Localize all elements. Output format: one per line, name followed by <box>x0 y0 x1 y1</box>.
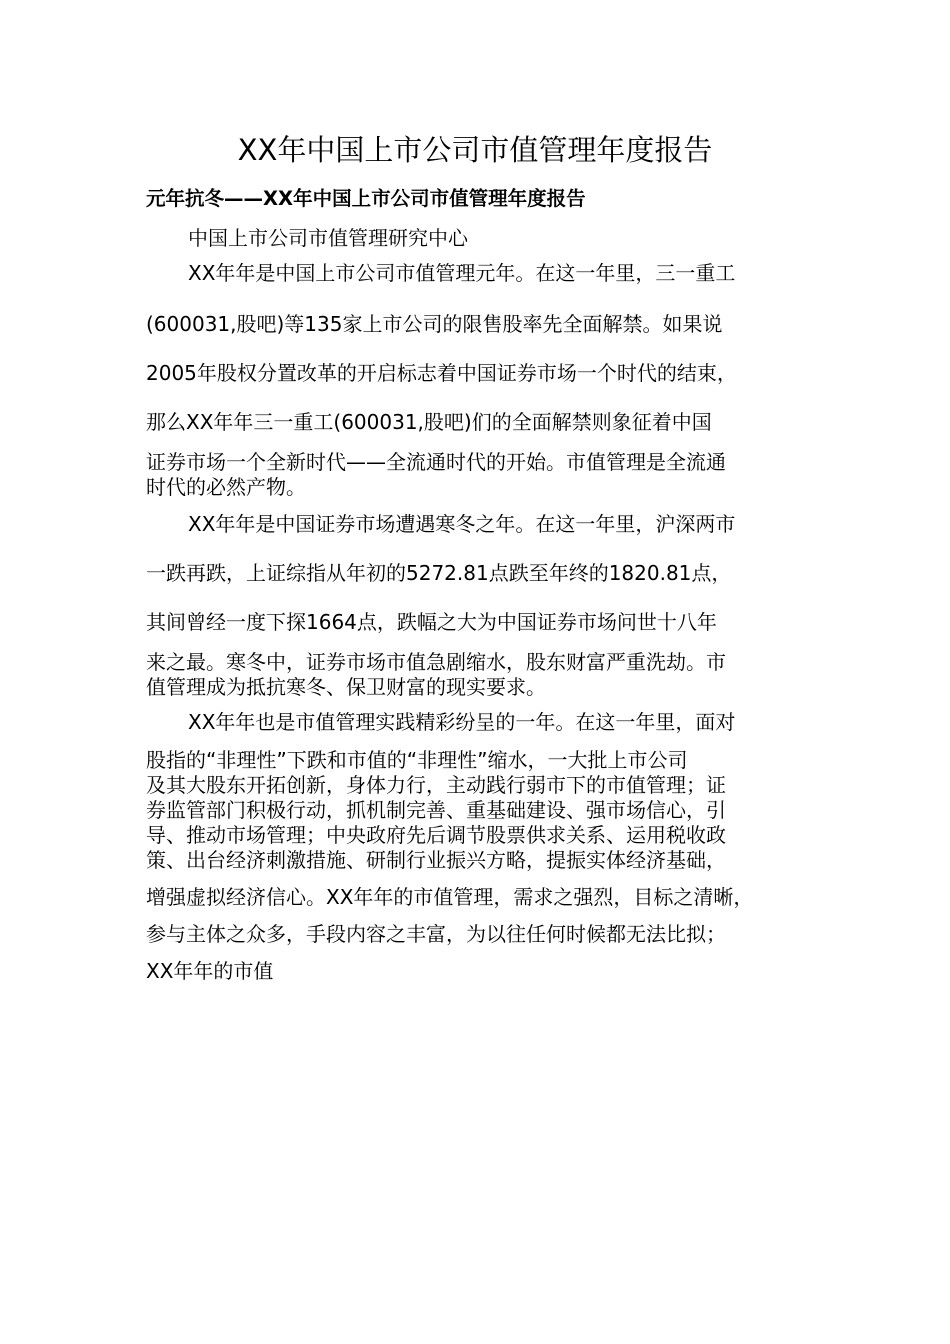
document-title: XX年中国上市公司市值管理年度报告 <box>237 133 713 167</box>
text-line: 券监管部门积极行动，抓机制完善、重基础建设、强市场信心，引 <box>146 798 726 822</box>
text-line: 那么XX年年三一重工(600031,股吧)们的全面解禁则象征着中国 <box>146 410 712 434</box>
text-line: XX年年是中国上市公司市值管理元年。在这一年里，三一重工 <box>188 261 736 285</box>
document-subtitle: 元年抗冬——XX年中国上市公司市值管理年度报告 <box>146 187 586 210</box>
text-line: 策、出台经济刺激措施、研制行业振兴方略，提振实体经济基础， <box>146 848 726 872</box>
author-line: 中国上市公司市值管理研究中心 <box>188 226 468 250</box>
text-line: 一跌再跌，上证综指从年初的5272.81点跌至年终的1820.81点， <box>146 561 732 585</box>
text-line: 来之最。寒冬中，证券市场市值急剧缩水，股东财富严重洗劫。市 <box>146 650 726 674</box>
text-line: 导、推动市场管理；中央政府先后调节股票供求关系、运用税收政 <box>146 823 726 847</box>
text-line: 2005年股权分置改革的开启标志着中国证券市场一个时代的结束， <box>146 361 737 385</box>
text-line: (600031,股吧)等135家上市公司的限售股率先全面解禁。如果说 <box>146 312 723 336</box>
text-line: 时代的必然产物。 <box>146 475 306 499</box>
text-line: 证券市场一个全新时代——全流通时代的开始。市值管理是全流通 <box>146 450 726 474</box>
text-line: XX年年的市值 <box>146 959 274 983</box>
text-line: XX年年是中国证券市场遭遇寒冬之年。在这一年里，沪深两市 <box>188 512 736 536</box>
text-line: 值管理成为抵抗寒冬、保卫财富的现实要求。 <box>146 675 546 699</box>
text-line: 股指的“非理性”下跌和市值的“非理性”缩水，一大批上市公司 <box>146 748 688 772</box>
text-line: 其间曾经一度下探1664点，跌幅之大为中国证券市场问世十八年 <box>146 610 717 634</box>
text-line: 及其大股东开拓创新，身体力行，主动践行弱市下的市值管理；证 <box>146 773 726 797</box>
text-line: XX年年也是市值管理实践精彩纷呈的一年。在这一年里，面对 <box>188 710 736 734</box>
text-line: 增强虚拟经济信心。XX年年的市值管理，需求之强烈，目标之清晰， <box>146 885 754 909</box>
text-line: 参与主体之众多，手段内容之丰富，为以往任何时候都无法比拟； <box>146 922 726 946</box>
